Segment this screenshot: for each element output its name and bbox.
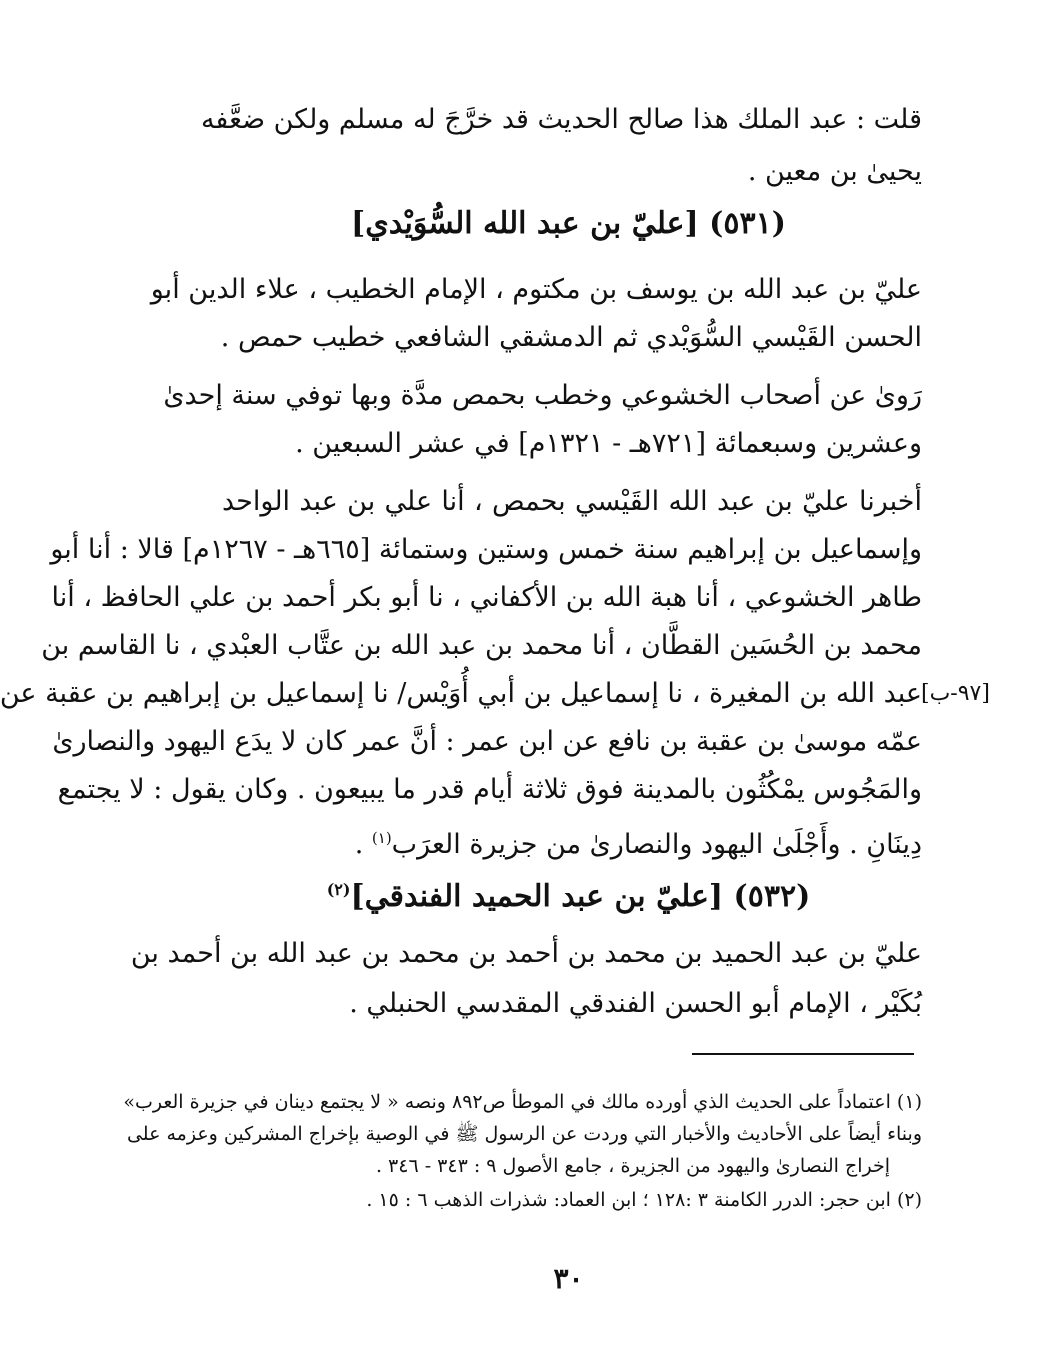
page-number: ٣٠: [553, 1262, 584, 1295]
margin-folio-note: [٩٧-ب]: [921, 681, 990, 706]
footnote-ref-1: (١): [371, 829, 392, 847]
entry-531-p1-line-2: الحسن القَيْسي السُّوَيْدي ثم الدمشقي الشافعي خطيب حمص .: [220, 322, 922, 353]
entry-531-p3-line-2: وإسماعيل بن إبراهيم سنة خمس وستين وستمائة [٦٦٥هـ - ١٢٦٧م] قالا : أنا أبو: [50, 534, 922, 565]
entry-531-p3-line-5: عبد الله بن المغيرة ، نا إسماعيل بن أبي أُوَيْس/ نا إسماعيل بن إبراهيم بن عقبة عن: [0, 678, 922, 709]
entry-532-heading-text: (٥٣٢) [عليّ بن عبد الحميد الفندقي]: [350, 879, 811, 914]
entry-531-p2-line-1: رَوىٰ عن أصحاب الخشوعي وخطب بحمص مدَّة وبها توفي سنة إحدىٰ: [163, 380, 922, 411]
footnote-separator: [692, 1053, 914, 1055]
footnote-ref-2: (٢): [326, 880, 351, 899]
entry-532-p1-line-1: عليّ بن عبد الحميد بن محمد بن أحمد بن محمد بن عبد الله بن أحمد بن: [130, 938, 922, 969]
intro-line-2: يحيىٰ بن معين .: [747, 156, 922, 187]
entry-531-heading: (٥٣١) [عليّ بن عبد الله السُّوَيْدي]: [351, 206, 786, 241]
entry-531-p3-line-3: طاهر الخشوعي ، أنا هبة الله بن الأكفاني ، نا أبو بكر أحمد بن علي الحافظ ، أنا: [51, 582, 922, 613]
entry-531-p3-line-8: [177, 812, 922, 864]
entry-531-p3-line-6: عمّه موسىٰ بن عقبة بن نافع عن ابن عمر : أنَّ عمر كان لا يدَع اليهود والنصارىٰ: [52, 726, 922, 757]
footnote-1-line-2: وبناء أيضاً على الأحاديث والأخبار التي وردت عن الرسول ﷺ في الوصية بإخراج المشركين وعزمه على: [126, 1123, 922, 1145]
footnote-1-line-3: إخراج النصارىٰ واليهود من الجزيرة ، جامع الأصول ٩ : ٣٤٣ - ٣٤٦ .: [375, 1155, 890, 1177]
entry-531-p1-line-1: عليّ بن عبد الله بن يوسف بن مكتوم ، الإمام الخطيب ، علاء الدين أبو: [150, 274, 922, 305]
entry-532-heading: [97, 862, 1040, 918]
entry-532-p1-line-2: بُكَيْر ، الإمام أبو الحسن الفندقي المقدسي الحنبلي .: [349, 988, 922, 1019]
entry-531-p3-line-7: والمَجُوس يمْكُثُون بالمدينة فوق ثلاثة أيام قدر ما يبيعون . وكان يقول : لا يجتمع: [57, 774, 922, 805]
entry-531-p2-line-2: وعشرين وسبعمائة [٧٢١هـ - ١٣٢١م] في عشر السبعين .: [295, 428, 922, 459]
entry-531-p3-line-1: أخبرنا عليّ بن عبد الله القَيْسي بحمص ، أنا علي بن عبد الواحد: [222, 486, 922, 517]
entry-531-p3-line-8-text: دِينَانِ . وأَجْلَىٰ اليهود والنصارىٰ من جزيرة العرَب: [391, 829, 922, 860]
intro-line-1: قلت : عبد الملك هذا صالح الحديث قد خرَّجَ له مسلم ولكن ضعَّفه: [200, 104, 922, 135]
entry-531-p3-line-4: محمد بن الحُسَين القطَّان ، أنا محمد بن عبد الله بن عتَّاب العبْدي ، نا القاسم بن: [41, 630, 922, 661]
footnote-1-line-1: (١) اعتماداً على الحديث الذي أورده مالك في الموطأ ص٨٩٢ ونصه « لا يجتمع دينان في جزيرة العرب»: [123, 1091, 922, 1113]
entry-531-p3-line-8-end: .: [354, 829, 372, 860]
footnote-2-line-1: (٢) ابن حجر: الدرر الكامنة ٣ :١٢٨ ؛ ابن العماد: شذرات الذهب ٦ : ١٥ .: [366, 1189, 922, 1211]
